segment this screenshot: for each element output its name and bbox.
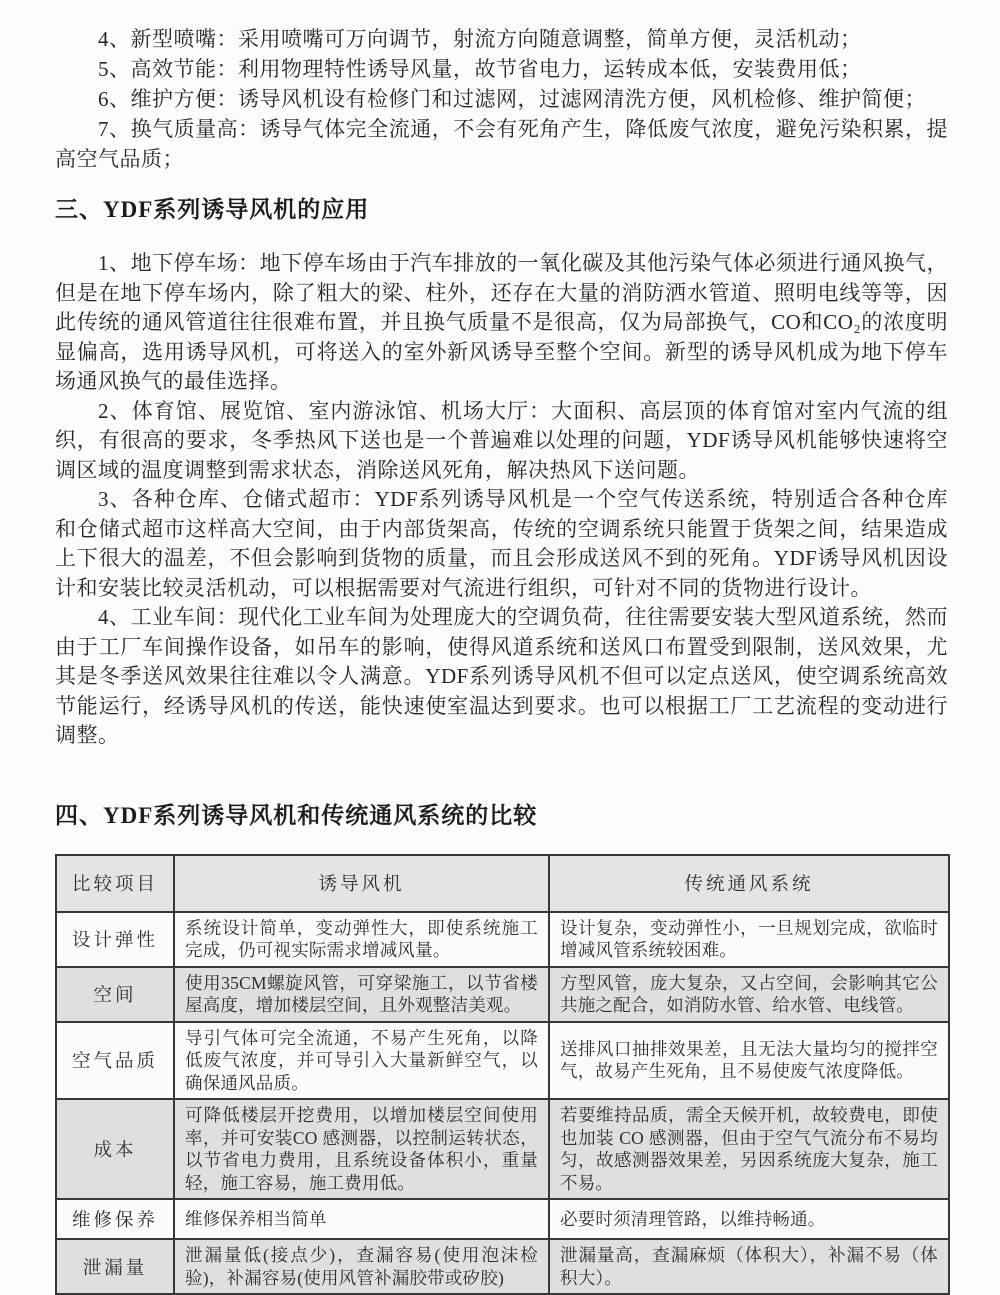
table-row-cost — [56, 1099, 949, 1199]
col-header-induced-fan: 诱导风机 — [174, 855, 549, 912]
row-label: 空气品质 — [56, 1022, 174, 1100]
induced-fan-cell: 导引气体可完全流通，不易产生死角，以降低废气浓度，并可导引入大量新鲜空气，以确保通风品质。 — [174, 1022, 549, 1100]
table-row-space — [56, 967, 949, 1022]
application-paragraph-workshop: 4、工业车间：现代化工业车间为处理庞大的空调负荷，往往需要安装大型风道系统，然而由于工厂车间操作设备，如吊车的影响，使得风道系统和送风口布置受到限制，送风效果，尤其是冬季送风效果往往难以令人满意。YDF系列诱导风机不但可以定点送风，使空调系统高效节能运行，经诱导风机的传送，能快速使室温达到要求。也可以根据工厂工艺流程的变动进行调整。 — [55, 603, 948, 751]
table-header-row — [56, 855, 949, 912]
traditional-system-cell: 必要时须清理管路，以维持畅通。 — [549, 1199, 949, 1239]
induced-fan-cell: 可降低楼层开挖费用，以增加楼层空间使用率，并可安装CO 感测器，以控制运转状态，以节省电力费用，且系统设备体积小，重量轻，施工容易，施工费用低。 — [174, 1099, 549, 1199]
feature-item-5: 5、高效节能：利用物理特性诱导风量，故节省电力，运转成本低，安装费用低； — [55, 54, 948, 84]
traditional-system-cell: 送排风口抽排效果差，且无法大量均匀的搅拌空气，故易产生死角，且不易使废气浓度降低。 — [549, 1022, 949, 1100]
table-row-design-flexibility — [56, 912, 949, 967]
row-label: 成本 — [56, 1099, 174, 1199]
table-row-maintenance — [56, 1199, 949, 1239]
feature-item-4: 4、新型喷嘴：采用喷嘴可万向调节，射流方向随意调整，简单方便，灵活机动； — [55, 24, 948, 54]
table-row-air-quality — [56, 1022, 949, 1100]
row-label: 空间 — [56, 967, 174, 1022]
feature-item-6: 6、维护方便：诱导风机设有检修门和过滤网，过滤网清洗方便，风机检修、维护简便； — [55, 84, 948, 114]
traditional-system-cell: 若要维持品质，需全天候开机，故较费电，即使也加装 CO 感测器，但由于空气气流分布不易均匀，故感测器效果差，另因系统庞大复杂，施工不易。 — [549, 1099, 949, 1199]
traditional-system-cell: 方型风管，庞大复杂，又占空间，会影响其它公共施之配合，如消防水管、给水管、电线管。 — [549, 967, 949, 1022]
row-label: 设计弹性 — [56, 912, 174, 967]
induced-fan-cell: 维修保养相当简单 — [174, 1199, 549, 1239]
row-label: 泄漏量 — [56, 1239, 174, 1294]
applications-body — [55, 249, 948, 751]
section-heading-comparison: 四、YDF系列诱导风机和传统通风系统的比较 — [55, 797, 948, 830]
application-paragraph-warehouse: 3、各种仓库、仓储式超市：YDF系列诱导风机是一个空气传送系统，特别适合各种仓库和仓储式超市这样高大空间，由于内部货架高，传统的空调系统只能置于货架之间，结果造成上下很大的温差，不但会影响到货物的质量，而且会形成送风不到的死角。YDF诱导风机因设计和安装比较灵活机动，可以根据需要对气流进行组织，可针对不同的货物进行设计。 — [55, 485, 948, 603]
application-paragraph-parking: 1、地下停车场：地下停车场由于汽车排放的一氧化碳及其他污染气体必须进行通风换气，但是在地下停车场内，除了粗大的梁、柱外，还存在大量的消防洒水管道、照明电线等等，因此传统的通风管道往往很难布置，并且换气质量不是很高，仅为局部换气，CO和CO₂的浓度明显偏高，选用诱导风机，可将送入的室外新风诱导至整个空间。新型的诱导风机成为地下停车场通风换气的最佳选择。 — [55, 249, 948, 397]
row-label: 维修保养 — [56, 1199, 174, 1239]
application-paragraph-gymnasium: 2、体育馆、展览馆、室内游泳馆、机场大厅：大面积、高层顶的体育馆对室内气流的组织，有很高的要求，冬季热风下送也是一个普遍难以处理的问题，YDF诱导风机能够快速将空调区域的温度调整到需求状态，消除送风死角，解决热风下送问题。 — [55, 397, 948, 486]
induced-fan-cell: 泄漏量低(接点少)，查漏容易(使用泡沫检验)，补漏容易(使用风管补漏胶带或矽胶) — [174, 1239, 549, 1294]
induced-fan-cell: 使用35CM螺旋风管，可穿梁施工，以节省楼屋高度，增加楼层空间，且外观整洁美观。 — [174, 967, 549, 1022]
feature-list — [55, 24, 948, 174]
section-heading-applications: 三、YDF系列诱导风机的应用 — [55, 191, 948, 224]
traditional-system-cell: 设计复杂，变动弹性小，一旦规划完成，欲临时增减风管系统较困难。 — [549, 912, 949, 967]
table-row-leakage — [56, 1239, 949, 1294]
col-header-traditional-system: 传统通风系统 — [549, 855, 949, 912]
traditional-system-cell: 泄漏量高，查漏麻烦（体积大），补漏不易（体积大）。 — [549, 1239, 949, 1294]
col-header-compare-item: 比较项目 — [56, 855, 174, 912]
feature-item-7: 7、换气质量高：诱导气体完全流通，不会有死角产生，降低废气浓度，避免污染积累，提高空气品质； — [55, 114, 948, 174]
induced-fan-cell: 系统设计简单，变动弹性大，即使系统施工完成，仍可视实际需求增减风量。 — [174, 912, 549, 967]
comparison-table — [55, 854, 950, 1295]
